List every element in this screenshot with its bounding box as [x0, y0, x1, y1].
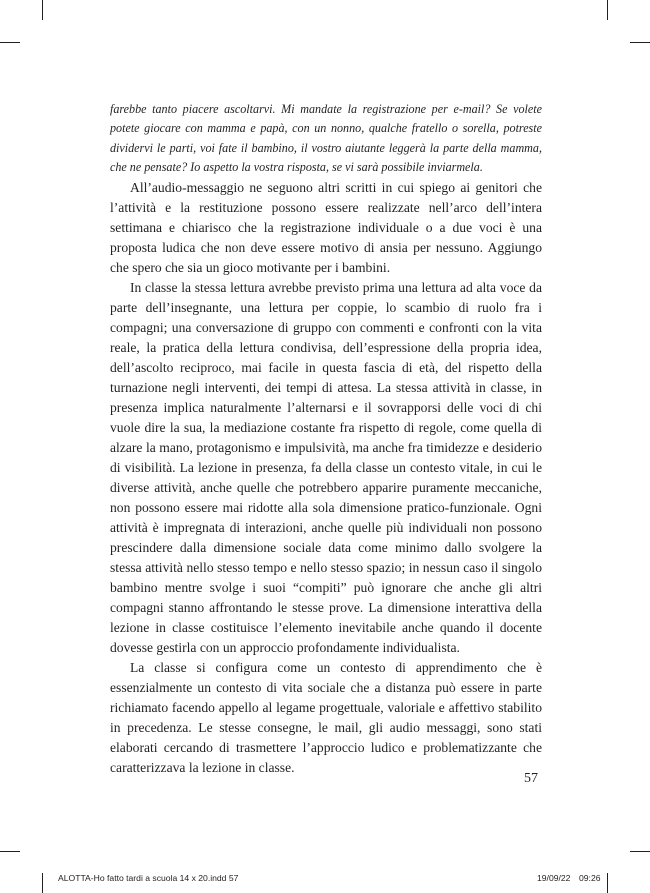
crop-mark	[630, 851, 650, 852]
slug-filename: ALOTTA-Ho fatto tardi a scuola 14 x 20.indd 57	[58, 873, 239, 883]
crop-mark	[630, 42, 650, 43]
paragraph: La classe si configura come un contesto di apprendimento che è essenzialmente un contesto di vita sociale che a distanza può essere in parte richiamato facendo appello al legame progettuale, valoriale e affettivo stabilito in precedenza. Le stesse consegne, le mail, gli audio messaggi, sono stati elaborati cercando di trasmettere l’approccio ludico e problematizzante che caratterizzava la lezione in classe.	[110, 660, 542, 776]
crop-mark	[42, 0, 43, 20]
paragraph: In classe la stessa lettura avrebbe previsto prima una lettura ad alta voce da parte dell’insegnante, una lettura per coppie, lo scambio di ruolo fra i compagni; una conversazione di gruppo con commenti e confronti con la vita reale, la pratica della lettura condivisa, dell’espressione della propria idea, dell’ascolto reciproco, mai facile in questa fascia di età, del rispetto della turnazione negli interventi, dei tempi di attesa. La stessa attività in classe, in presenza implica naturalmente l’alternarsi e il sovrapporsi delle voci di chi vuole dire la sua, la mediazione costante fra rispetto di regole, come quella di alzare la mano, protagonismo e impulsività, ma anche fra timidezze e desiderio di visibilità. La lezione in presenza, fa della classe un contesto vitale, in cui le diverse attività, anche quelle che potrebbero apparire puramente meccaniche, non possono essere mai ridotte alla sola dimensione pratico-funzionale. Ogni attività è impregnata di interazioni, anche quelle più individuali non possono prescindere dalla dimensione sociale data come minimo dallo svolgere la stessa attività nello stesso tempo e nello stesso spazio; in nessun caso il singolo bambino mentre svolge i suoi “compiti” può ignorare che anche gli altri compagni stanno affrontando le stesse prove. La dimensione interattiva della lezione in classe costituisce l’elemento inevitabile anche quando il docente dovesse gestirla con un approccio profondamente individualista.	[110, 280, 542, 656]
slug-date: 19/09/22	[537, 873, 571, 883]
crop-mark	[607, 873, 608, 893]
crop-mark	[42, 873, 43, 893]
crop-mark	[0, 851, 20, 852]
paragraph: All’audio-messaggio ne seguono altri scritti in cui spiego ai genitori che l’attività e la restituzione possono essere realizzate nell’arco dell’intera settimana e chiarisco che la registrazione individuale o a due voci è una proposta ludica che non deve essere motivo di ansia per nessuno. Aggiungo che spero che sia un gioco motivante per i bambini.	[110, 180, 542, 276]
crop-mark	[607, 0, 608, 20]
italic-quote: farebbe tanto piacere ascoltarvi. Mi mandate la registrazione per e-mail? Se volete potete giocare con mamma e papà, con un nonno, qualche fratello o sorella, potreste dividervi le parti, voi fate il bambino, il vostro aiutante leggerà la parte della mamma, che ne pensate? Io aspetto la vostra risposta, se vi sarà possibile inviarmela.	[110, 102, 542, 174]
slug-time: 09:26	[579, 873, 601, 883]
page-number: 57	[524, 771, 538, 786]
body-text	[110, 100, 542, 778]
crop-mark	[0, 42, 20, 43]
